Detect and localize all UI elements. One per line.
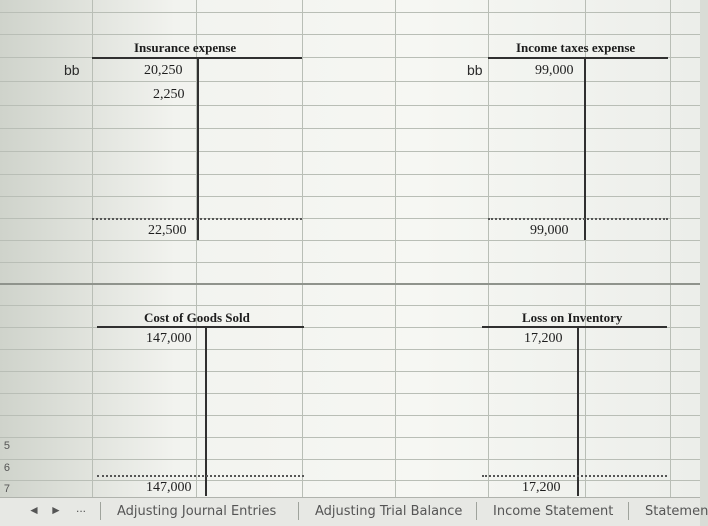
tab-income-statement[interactable]: Income Statement (493, 504, 614, 519)
total-underline (488, 218, 668, 220)
t-account-title-loss-on-inventory[interactable]: Loss on Inventory (522, 310, 623, 325)
total-underline (97, 475, 304, 477)
tab-separator (298, 502, 299, 520)
row-number[interactable]: 6 (3, 462, 10, 474)
row-number[interactable]: 5 (3, 440, 10, 452)
grid-line (0, 105, 700, 106)
debit-total[interactable]: 99,000 (530, 223, 569, 238)
grid-line (0, 34, 700, 35)
grid-line (0, 240, 700, 241)
grid-line (0, 174, 700, 175)
grid-line (92, 0, 93, 497)
grid-line (0, 349, 700, 350)
tab-separator (100, 502, 101, 520)
tab-separator (628, 502, 629, 520)
beginning-balance-label[interactable]: bb (64, 62, 80, 78)
t-account-bar (482, 326, 667, 328)
tab-separator (476, 502, 477, 520)
t-account-title-insurance-expense[interactable]: Insurance expense (134, 40, 237, 55)
debit-entry[interactable]: 2,250 (153, 87, 185, 102)
debit-total[interactable]: 147,000 (146, 480, 192, 495)
section-divider (0, 283, 700, 285)
t-account-divider (577, 326, 579, 496)
row-number[interactable]: 7 (3, 483, 10, 495)
scroll-tabs-right-icon[interactable]: ► (50, 503, 62, 517)
debit-total[interactable]: 22,500 (148, 223, 187, 238)
t-account-title-income-taxes-expense[interactable]: Income taxes expense (516, 40, 636, 55)
t-account-bar (97, 326, 304, 328)
t-account-bar (488, 57, 668, 59)
grid-line (0, 305, 700, 306)
debit-entry[interactable]: 17,200 (524, 331, 563, 346)
grid-line (0, 437, 700, 438)
total-underline (482, 475, 667, 477)
grid-line (0, 12, 700, 13)
total-underline (92, 218, 302, 220)
grid-line (670, 0, 671, 497)
grid-line (488, 0, 489, 497)
grid-line (0, 128, 700, 129)
grid-line (0, 371, 700, 372)
grid-line (0, 393, 700, 394)
debit-entry[interactable]: 147,000 (146, 331, 192, 346)
grid-line (0, 459, 700, 460)
t-account-divider (205, 326, 207, 496)
grid-line (0, 151, 700, 152)
debit-entry[interactable]: 99,000 (535, 63, 574, 78)
tab-adjusting-trial-balance[interactable]: Adjusting Trial Balance (315, 504, 463, 519)
debit-entry[interactable]: 20,250 (144, 63, 183, 78)
tab-adjusting-journal-entries[interactable]: Adjusting Journal Entries (117, 504, 277, 519)
more-tabs-button[interactable]: ... (76, 501, 87, 515)
grid-line (0, 262, 700, 263)
grid-line (0, 415, 700, 416)
t-account-title-cost-of-goods-sold[interactable]: Cost of Goods Sold (144, 310, 250, 325)
grid-line (0, 480, 700, 481)
tab-statement[interactable]: Statemen (645, 504, 708, 519)
sheet-tab-bar (0, 497, 708, 526)
t-account-divider (584, 57, 586, 240)
grid-line (302, 0, 303, 497)
beginning-balance-label[interactable]: bb (467, 62, 483, 78)
debit-total[interactable]: 17,200 (522, 480, 561, 495)
t-account-divider (197, 57, 199, 240)
grid-line (0, 196, 700, 197)
grid-line (0, 81, 700, 82)
grid-line (395, 0, 396, 497)
scroll-tabs-left-icon[interactable]: ◄ (28, 503, 40, 517)
